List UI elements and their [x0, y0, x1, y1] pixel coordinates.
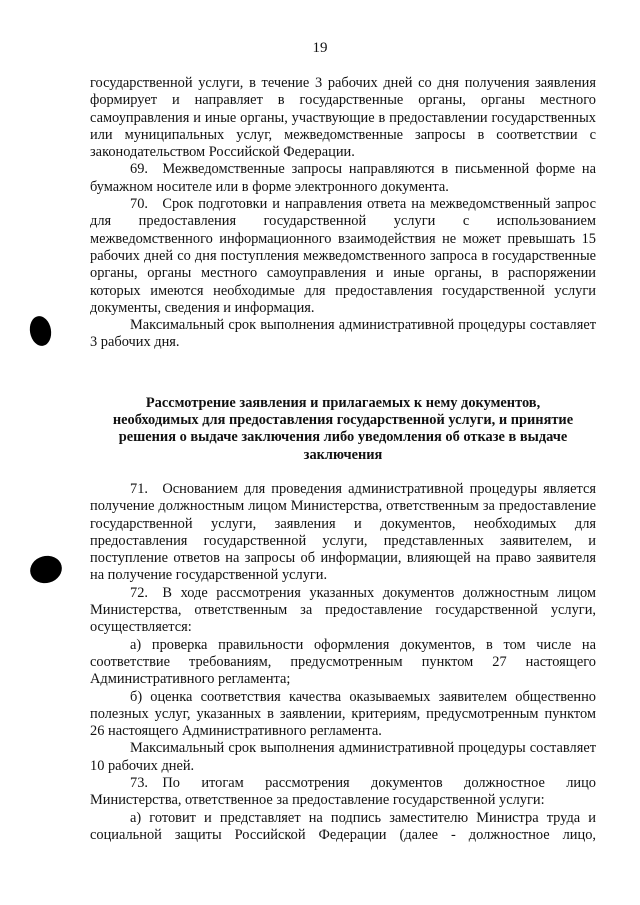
- section-heading-line-1: Рассмотрение заявления и прилагаемых к нему документов,: [145, 394, 541, 411]
- paragraph-73: 73. По итогам рассмотрения документов должностное лицо Министерства, ответственное за предоставление государственной услуги:: [90, 774, 596, 809]
- document-body: [90, 75, 596, 844]
- section-heading-line-4: заключения: [303, 446, 383, 463]
- section-heading-line-2: необходимых для предоставления государственной услуги, и принятие: [112, 412, 574, 429]
- section-heading: [90, 395, 596, 464]
- paragraph-71: 71. Основанием для проведения административной процедуры является получение должностным лицом Министерства, ответственным за предоставление государственной услуги, заявления и документов, необходимых для предоставления государственной услуги, представленных заявителем, и поступление ответов на запросы об информации, влияющей на право заявителя на получение государственной услуги.: [90, 480, 596, 584]
- paragraph-72-item-b: б) оценка соответствия качества оказываемых заявителем общественно полезных услуг, указанных в заявлении, критериям, предусмотренным пунктом 26 настоящего Административного регламента.: [90, 688, 596, 740]
- paragraph-max-term-10-days: Максимальный срок выполнения административной процедуры составляет 10 рабочих дней.: [90, 740, 596, 774]
- paragraph-72: 72. В ходе рассмотрения указанных документов должностным лицом Министерства, ответственным за предоставление государственной услуги, осуществляется:: [90, 584, 596, 636]
- paragraph-68-continued: государственной услуги, в течение 3 рабочих дней со дня получения заявления формирует и направляет в государственные органы, органы местного самоуправления и иные органы, участвующие в предоставлении государственных или муниципальных услуг, межведомственные запросы в соответствии с законодательством Российской Федерации.: [90, 75, 596, 161]
- paragraph-max-term-3-days: Максимальный срок выполнения административной процедуры составляет 3 рабочих дня.: [90, 317, 596, 351]
- paragraph-69: 69. Межведомственные запросы направляются в письменной форме на бумажном носителе или в форме электронного документа.: [90, 161, 596, 195]
- punch-hole-mark: [27, 552, 65, 586]
- paragraph-73-item-a: а) готовит и представляет на подпись заместителю Министра труда и социальной защиты Российской Федерации (далее - должностное лицо,: [90, 809, 596, 843]
- section-heading-line-3: решения о выдаче заключения либо уведомления об отказе в выдаче: [118, 429, 568, 446]
- punch-hole-mark: [28, 314, 54, 347]
- paragraph-70: 70. Срок подготовки и направления ответа на межведомственный запрос для предоставления государственной услуги с использованием межведомственного информационного взаимодействия не может превышать 15 рабочих дней со дня поступления межведомственного запроса в государственные органы, органы местного самоуправления и иные органы, в распоряжении которых имеются необходимые для предоставления государственной услуги документы, сведения и информация.: [90, 196, 596, 316]
- paragraph-72-item-a: а) проверка правильности оформления документов, в том числе на соответствие требованиям, предусмотренным пунктом 27 настоящего Административного регламента;: [90, 636, 596, 688]
- page-number: 19: [312, 40, 328, 56]
